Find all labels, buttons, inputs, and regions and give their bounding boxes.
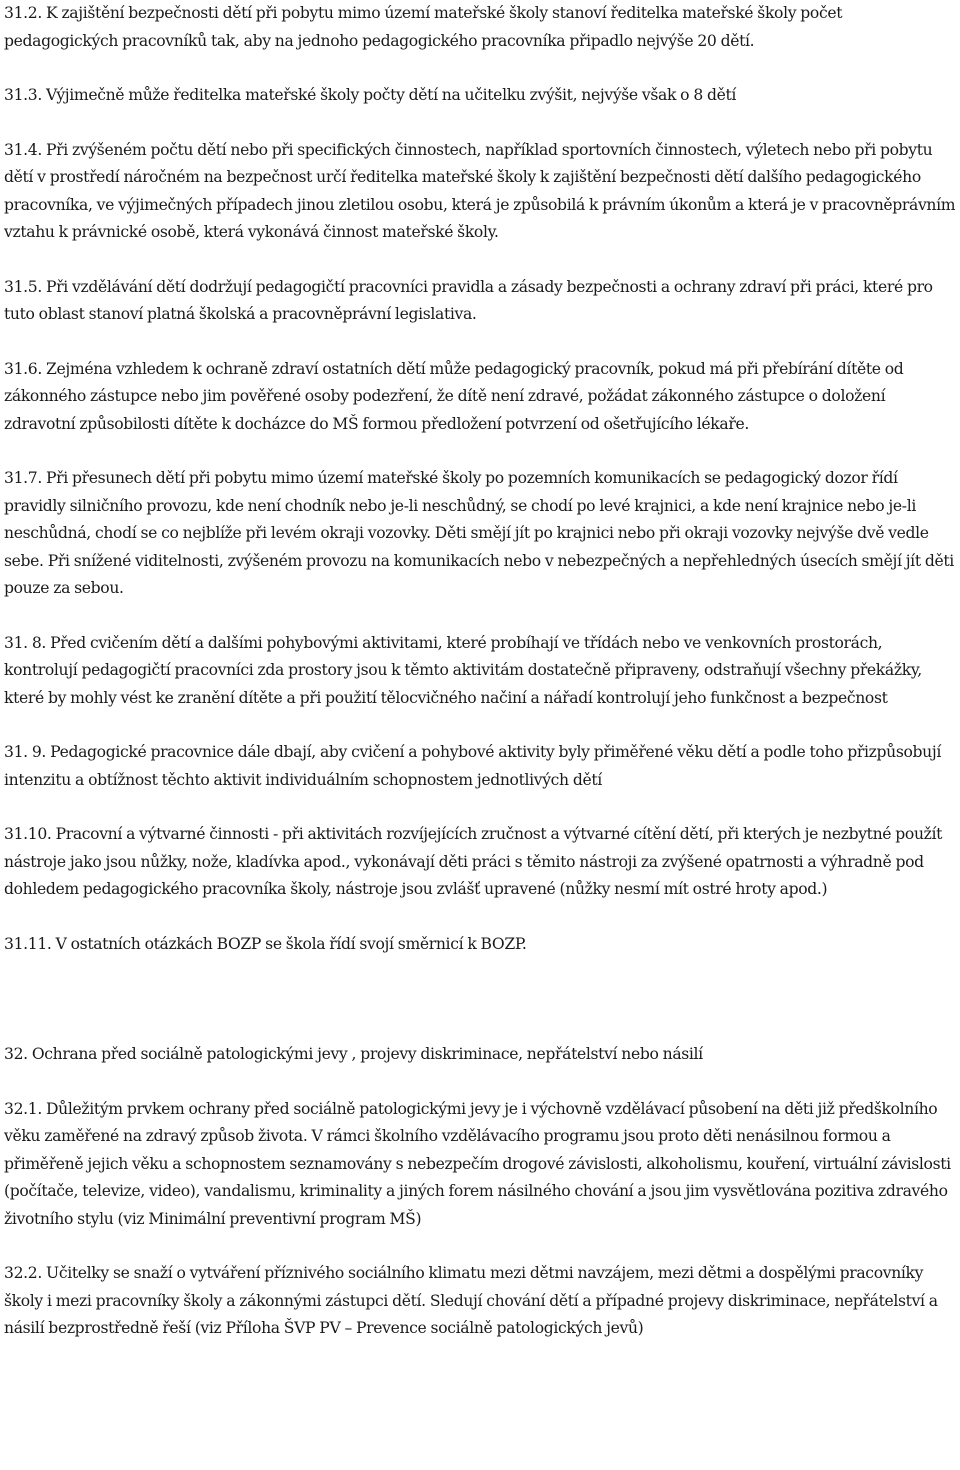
paragraph-31-8: 31. 8. Před cvičením dětí a dalšími pohybovými aktivitami, které probíhají ve třídách nebo ve venkovních prostorách, kontrolují pedagogičtí pracovníci zda prostory jsou k těmto aktivitám dostatečně připraveny, odstraňují všechny překážky, které by mohly vést ke zranění dítěte a při použití tělocvičného načiní a nářadí kontrolují jeho funkčnost a bezpečnost xyxy=(4,633,922,707)
paragraph-31-10: 31.10. Pracovní a výtvarné činnosti - při aktivitách rozvíjejících zručnost a výtvarné cítění dětí, při kterých je nezbytné použít nástroje jako jsou nůžky, nože, kladívka apod., vykonávají děti práci s těmito nástroji za zvýšené opatrnosti a výhradně pod dohledem pedagogického pracovníka školy, nástroje jsou zvlášť upravené (nůžky nesmí mít ostré hroty apod.) xyxy=(4,825,943,898)
document-page xyxy=(4,0,956,1343)
paragraph-31-6: 31.6. Zejména vzhledem k ochraně zdraví ostatních dětí může pedagogický pracovník, pokud má při přebírání dítěte od zákonného zástupce nebo jim pověřené osoby podezření, že dítě není zdravé, požádat zákonného zástupce o doložení zdravotní způsobilosti dítěte k docházce do MŠ formou předložení potvrzení od ošetřujícího lékaře. xyxy=(4,359,904,433)
paragraph-32-1: 32.1. Důležitým prvkem ochrany před sociálně patologickými jevy je i výchovně vzdělávací působení na děti již předškolního věku zaměřené na zdravý způsob života. V rámci školního vzdělávacího programu jsou proto děti nenásilnou formou a přiměřeně jejich věku a schopnostem seznamovány s nebezpečím drogové závislosti, alkoholismu, kouření, virtuální závislosti (počítače, televize, video), vandalismu, kriminality a jiných forem násilného chování a jsou jim vysvětlována pozitiva zdravého životního stylu (viz Minimální preventivní program MŠ) xyxy=(4,1099,951,1228)
paragraph-31-9: 31. 9. Pedagogické pracovnice dále dbají, aby cvičení a pohybové aktivity byly přiměřené věku dětí a podle toho přizpůsobují intenzitu a obtížnost těchto aktivit individuálním schopnostem jednotlivých dětí xyxy=(4,743,941,789)
paragraph-31-4: 31.4. Při zvýšeném počtu dětí nebo při specifických činnostech, například sportovních činnostech, výletech nebo při pobytu dětí v prostředí náročném na bezpečnost určí ředitelka mateřské školy k zajištění bezpečnosti dětí dalšího pedagogického pracovníka, ve výjimečných případech jinou zletilou osobu, která je způsobilá k právním úkonům a která je v pracovněprávním vztahu k právnické osobě, která vykonává činnost mateřské školy. xyxy=(4,140,956,241)
paragraph-31-11: 31.11. V ostatních otázkách BOZP se škola řídí svojí směrnicí k BOZP. xyxy=(4,934,527,953)
section-heading-32: 32. Ochrana před sociálně patologickými jevy , projevy diskriminace, nepřátelství nebo násilí xyxy=(4,1045,703,1063)
paragraph-32-2: 32.2. Učitelky se snaží o vytváření příznivého sociálního klimatu mezi dětmi navzájem, mezi dětmi a dospělými pracovníky školy i mezi pracovníky školy a zákonnými zástupci dětí. Sledují chování dětí a případné projevy diskriminace, nepřátelství a násilí bezprostředně řeší (viz Příloha ŠVP PV – Prevence sociálně patologických jevů) xyxy=(4,1264,938,1337)
paragraph-31-5: 31.5. Při vzdělávání dětí dodržují pedagogičtí pracovníci pravidla a zásady bezpečnosti a ochrany zdraví při práci, které pro tuto oblast stanoví platná školská a pracovněprávní legislativa. xyxy=(4,277,933,323)
paragraph-31-3: 31.3. Výjimečně může ředitelka mateřské školy počty dětí na učitelku zvýšit, nejvýše však o 8 dětí xyxy=(4,86,737,104)
paragraph-31-7: 31.7. Při přesunech dětí při pobytu mimo území mateřské školy po pozemních komunikacích se pedagogický dozor řídí pravidly silničního provozu, kde není chodník nebo je-li neschůdný, se chodí po levé krajnici, a kde není krajnice nebo je-li neschůdná, chodí se co nejblíže při levém okraji vozovky. Děti smějí jít po krajnici nebo při okraji vozovky nejvýše dvě vedle sebe. Při snížené viditelnosti, zvýšeném provozu na komunikacích nebo v nebezpečných a nepřehledných úsecích smějí jít děti pouze za sebou. xyxy=(4,469,954,597)
paragraph-31-2: 31.2. K zajištění bezpečnosti dětí při pobytu mimo území mateřské školy stanoví ředitelka mateřské školy počet pedagogických pracovníků tak, aby na jednoho pedagogického pracovníka připadlo nejvýše 20 dětí. xyxy=(4,4,843,50)
